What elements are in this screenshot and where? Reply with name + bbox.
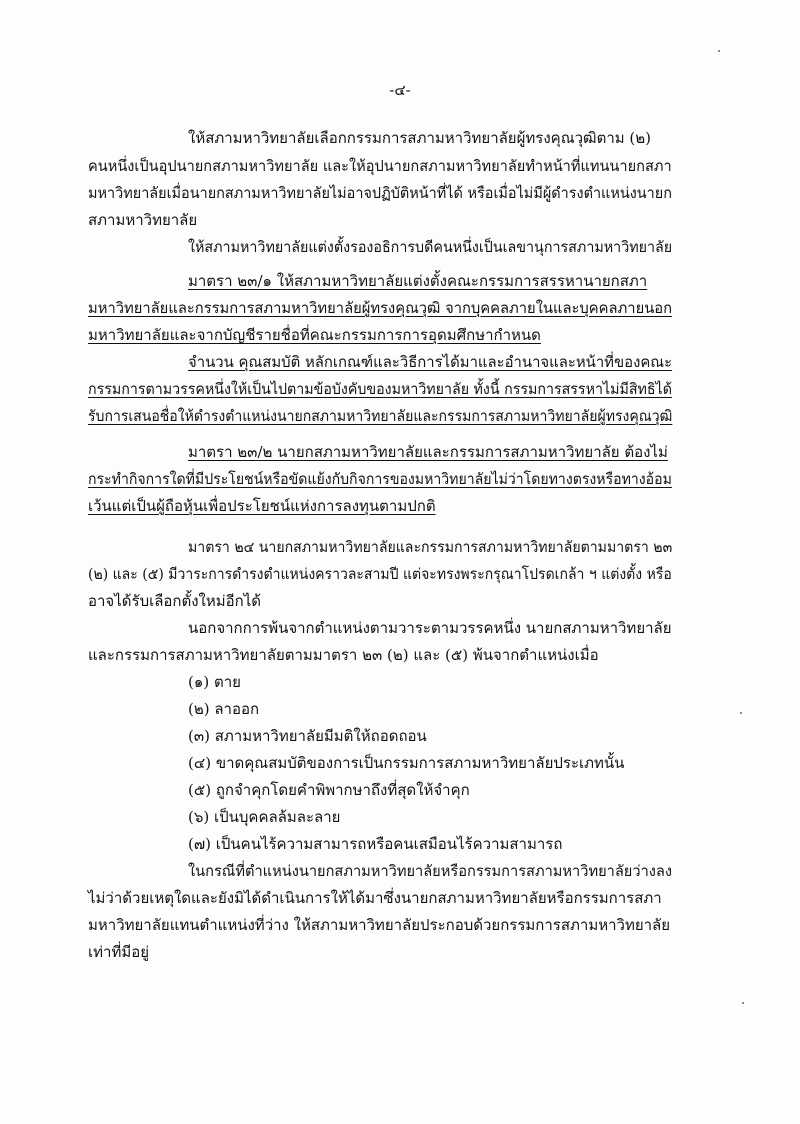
text-line: มหาวิทยาลัยและจากบัญชีรายชื่อที่คณะกรรมการการอุดมศึกษากำหนด bbox=[88, 326, 541, 344]
text-line: ในกรณีที่ตำแหน่งนายกสภามหาวิทยาลัยหรือกรรมการสภามหาวิทยาลัยว่างลง bbox=[188, 862, 672, 880]
text-line: (๖) เป็นบุคคลล้มละลาย bbox=[188, 808, 341, 826]
text-line: (๒) และ (๕) มีวาระการดำรงตำแหน่งคราวละสามปี แต่จะทรงพระกรุณาโปรดเกล้า ฯ แต่งตั้ง หรือ bbox=[88, 565, 672, 583]
text-line: (๗) เป็นคนไร้ความสามารถหรือคนเสมือนไร้ความสามารถ bbox=[188, 835, 563, 853]
text-line: สภามหาวิทยาลัย bbox=[88, 211, 198, 229]
text-line: คนหนึ่งเป็นอุปนายกสภามหาวิทยาลัย และให้อุปนายกสภามหาวิทยาลัยทำหน้าที่แทนนายกสภา bbox=[88, 157, 672, 175]
text-line: และกรรมการสภามหาวิทยาลัยตามมาตรา ๒๓ (๒) และ (๕) พ้นจากตำแหน่งเมื่อ bbox=[88, 646, 599, 664]
text-line: (๔) ขาดคุณสมบัติของการเป็นกรรมการสภามหาวิทยาลัยประเภทนั้น bbox=[188, 754, 625, 772]
scan-speck bbox=[718, 50, 720, 52]
text-line: มาตรา ๒๔ นายกสภามหาวิทยาลัยและกรรมการสภามหาวิทยาลัยตามมาตรา ๒๓ bbox=[188, 538, 673, 556]
text-line: ให้สภามหาวิทยาลัยเลือกกรรมการสภามหาวิทยาลัยผู้ทรงคุณวุฒิตาม (๒) bbox=[188, 129, 651, 147]
text-line: รับการเสนอชื่อให้ดำรงตำแหน่งนายกสภามหาวิทยาลัยและกรรมการสภามหาวิทยาลัยผู้ทรงคุณวุฒิ bbox=[88, 407, 673, 425]
text-line: (๒) ลาออก bbox=[188, 700, 260, 718]
scan-speck bbox=[740, 712, 742, 714]
text-line: ไม่ว่าด้วยเหตุใดและยังมิได้ดำเนินการให้ได้มาซึ่งนายกสภามหาวิทยาลัยหรือกรรมการสภา bbox=[88, 889, 662, 907]
text-line: เท่าที่มีอยู่ bbox=[88, 943, 150, 961]
page-number: -๔- bbox=[389, 81, 411, 99]
text-line: (๕) ถูกจำคุกโดยคำพิพากษาถึงที่สุดให้จำคุก bbox=[188, 781, 470, 799]
text-line: มหาวิทยาลัยเมื่อนายกสภามหาวิทยาลัยไม่อาจปฏิบัติหน้าที่ได้ หรือเมื่อไม่มีผู้ดำรงตำแหน่งนายก bbox=[88, 184, 672, 202]
text-line: (๓) สภามหาวิทยาลัยมีมติให้ถอดถอน bbox=[188, 727, 427, 745]
scan-speck bbox=[742, 1002, 744, 1004]
text-line: กระทำกิจการใดที่มีประโยชน์หรือขัดแย้งกับกิจการของมหาวิทยาลัยไม่ว่าโดยทางตรงหรือทางอ้อม bbox=[88, 470, 672, 488]
text-line: นอกจากการพ้นจากตำแหน่งตามวาระตามวรรคหนึ่ง นายกสภามหาวิทยาลัย bbox=[188, 619, 672, 637]
text-line: มาตรา ๒๓/๑ ให้สภามหาวิทยาลัยแต่งตั้งคณะกรรมการสรรหานายกสภา bbox=[188, 272, 648, 290]
text-line: จำนวน คุณสมบัติ หลักเกณฑ์และวิธีการได้มาและอำนาจและหน้าที่ของคณะ bbox=[188, 353, 673, 371]
text-line: ให้สภามหาวิทยาลัยแต่งตั้งรองอธิการบดีคนหนึ่งเป็นเลขานุการสภามหาวิทยาลัย bbox=[188, 238, 673, 256]
text-line: อาจได้รับเลือกตั้งใหม่อีกได้ bbox=[88, 592, 262, 610]
text-line: มหาวิทยาลัยแทนตำแหน่งที่ว่าง ให้สภามหาวิทยาลัยประกอบด้วยกรรมการสภามหาวิทยาลัย bbox=[88, 916, 671, 934]
text-line: เว้นแต่เป็นผู้ถือหุ้นเพื่อประโยชน์แห่งการลงทุนตามปกติ bbox=[88, 497, 436, 515]
text-line: กรรมการตามวรรคหนึ่งให้เป็นไปตามข้อบังคับของมหาวิทยาลัย ทั้งนี้ กรรมการสรรหาไม่มีสิทธิได้ bbox=[88, 380, 672, 398]
text-line: (๑) ตาย bbox=[188, 673, 241, 691]
text-line: มหาวิทยาลัยและกรรมการสภามหาวิทยาลัยผู้ทรงคุณวุฒิ จากบุคคลภายในและบุคคลภายนอก bbox=[88, 299, 673, 317]
text-line: มาตรา ๒๓/๒ นายกสภามหาวิทยาลัยและกรรมการสภามหาวิทยาลัย ต้องไม่ bbox=[188, 443, 668, 461]
